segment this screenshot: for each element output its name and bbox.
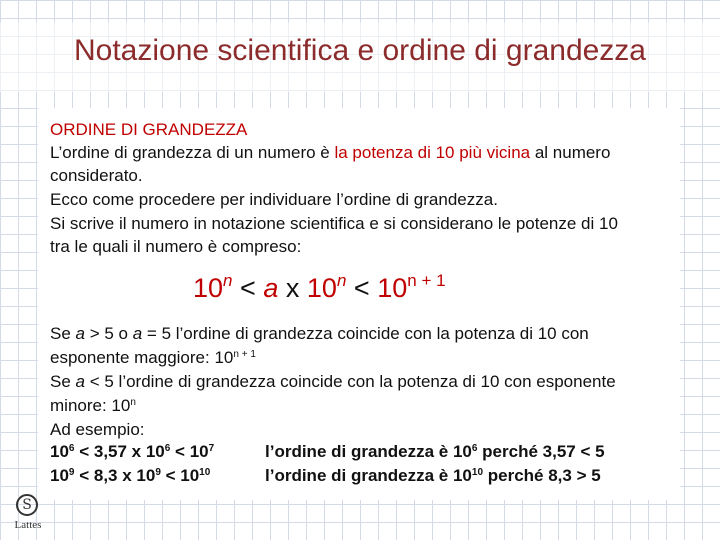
rule-line-1 <box>50 322 589 346</box>
formula-base: 10 <box>377 273 408 303</box>
example-exp: 6 <box>164 443 171 454</box>
formula-exp: n + 1 <box>407 271 446 290</box>
example-text: l’ordine di grandezza è 10 <box>265 442 472 461</box>
rule-line-2 <box>50 346 256 370</box>
example-2-result <box>265 466 601 486</box>
example-exp: 7 <box>208 443 215 454</box>
example-2-expression <box>50 466 210 486</box>
rule-var: a <box>75 324 85 343</box>
rule-text: > 5 o <box>85 324 133 343</box>
logo-text: Lattes <box>14 519 42 531</box>
formula-base: 10 <box>306 273 337 303</box>
rule-line-4 <box>50 394 136 418</box>
example-text: < 10 <box>160 466 200 485</box>
rule-var: a <box>132 324 143 343</box>
rule-text: Se <box>50 324 76 343</box>
formula-exp: n <box>336 271 347 290</box>
formula-times: x <box>285 273 300 303</box>
intro-line-5: tra le quali il numero è compreso: <box>50 237 302 256</box>
example-1-expression <box>50 442 214 462</box>
intro-text: al numero <box>530 143 611 162</box>
logo-icon: S <box>16 494 38 516</box>
example-exp: 10 <box>471 467 484 478</box>
rule-text: = 5 l’ordine di grandezza coincide con la potenza di 10 con <box>142 324 589 343</box>
section-heading: ORDINE DI GRANDEZZA <box>50 120 248 139</box>
slide-title: Notazione scientifica e ordine di grandezza <box>73 34 646 67</box>
example-text: l’ordine di grandezza è 10 <box>265 466 472 485</box>
formula-var: a <box>263 273 279 303</box>
example-text: < 10 <box>170 442 209 461</box>
rule-text: Se <box>50 372 76 391</box>
rule-text: < 5 l’ordine di grandezza coincide con la potenza di 10 con esponente <box>85 372 616 391</box>
intro-line-4: Si scrive il numero in notazione scientifica e si considerano le potenze di 10 <box>50 214 618 233</box>
example-text: 10 <box>50 466 69 485</box>
example-label: Ad esempio: <box>50 420 145 439</box>
rule-exp: n <box>130 397 136 408</box>
example-exp: 6 <box>68 443 75 454</box>
example-exp: 9 <box>155 467 161 478</box>
example-exp: 9 <box>68 467 75 478</box>
intro-text: L’ordine di grandezza di un numero è <box>50 143 335 162</box>
intro-line-2: considerato. <box>50 166 143 185</box>
example-text: perché 3,57 < 5 <box>477 442 605 461</box>
rule-line-3 <box>50 370 616 394</box>
intro-line-3: Ecco come procedere per individuare l’ordine di grandezza. <box>50 190 498 209</box>
rule-text: esponente maggiore: 10 <box>50 348 234 367</box>
rule-var: a <box>75 372 85 391</box>
example-text: 10 <box>50 442 69 461</box>
formula-exp: n <box>223 271 233 290</box>
example-text: < 8,3 x 10 <box>74 466 156 485</box>
example-exp: 10 <box>199 467 211 478</box>
publisher-logo <box>8 494 48 536</box>
intro-line-1 <box>50 141 610 165</box>
rule-text: minore: 10 <box>50 396 131 415</box>
example-text: < 3,57 x 10 <box>74 442 165 461</box>
example-exp: 6 <box>471 443 478 454</box>
rule-exp: n + 1 <box>233 349 256 360</box>
formula-base: 10 <box>193 273 224 303</box>
formula-lt: < <box>353 273 370 303</box>
formula-lt: < <box>240 273 256 303</box>
example-text: perché 8,3 > 5 <box>483 466 601 485</box>
example-1-result <box>265 442 605 462</box>
highlight-text: la potenza di 10 più vicina <box>334 143 531 162</box>
order-formula <box>193 273 446 304</box>
